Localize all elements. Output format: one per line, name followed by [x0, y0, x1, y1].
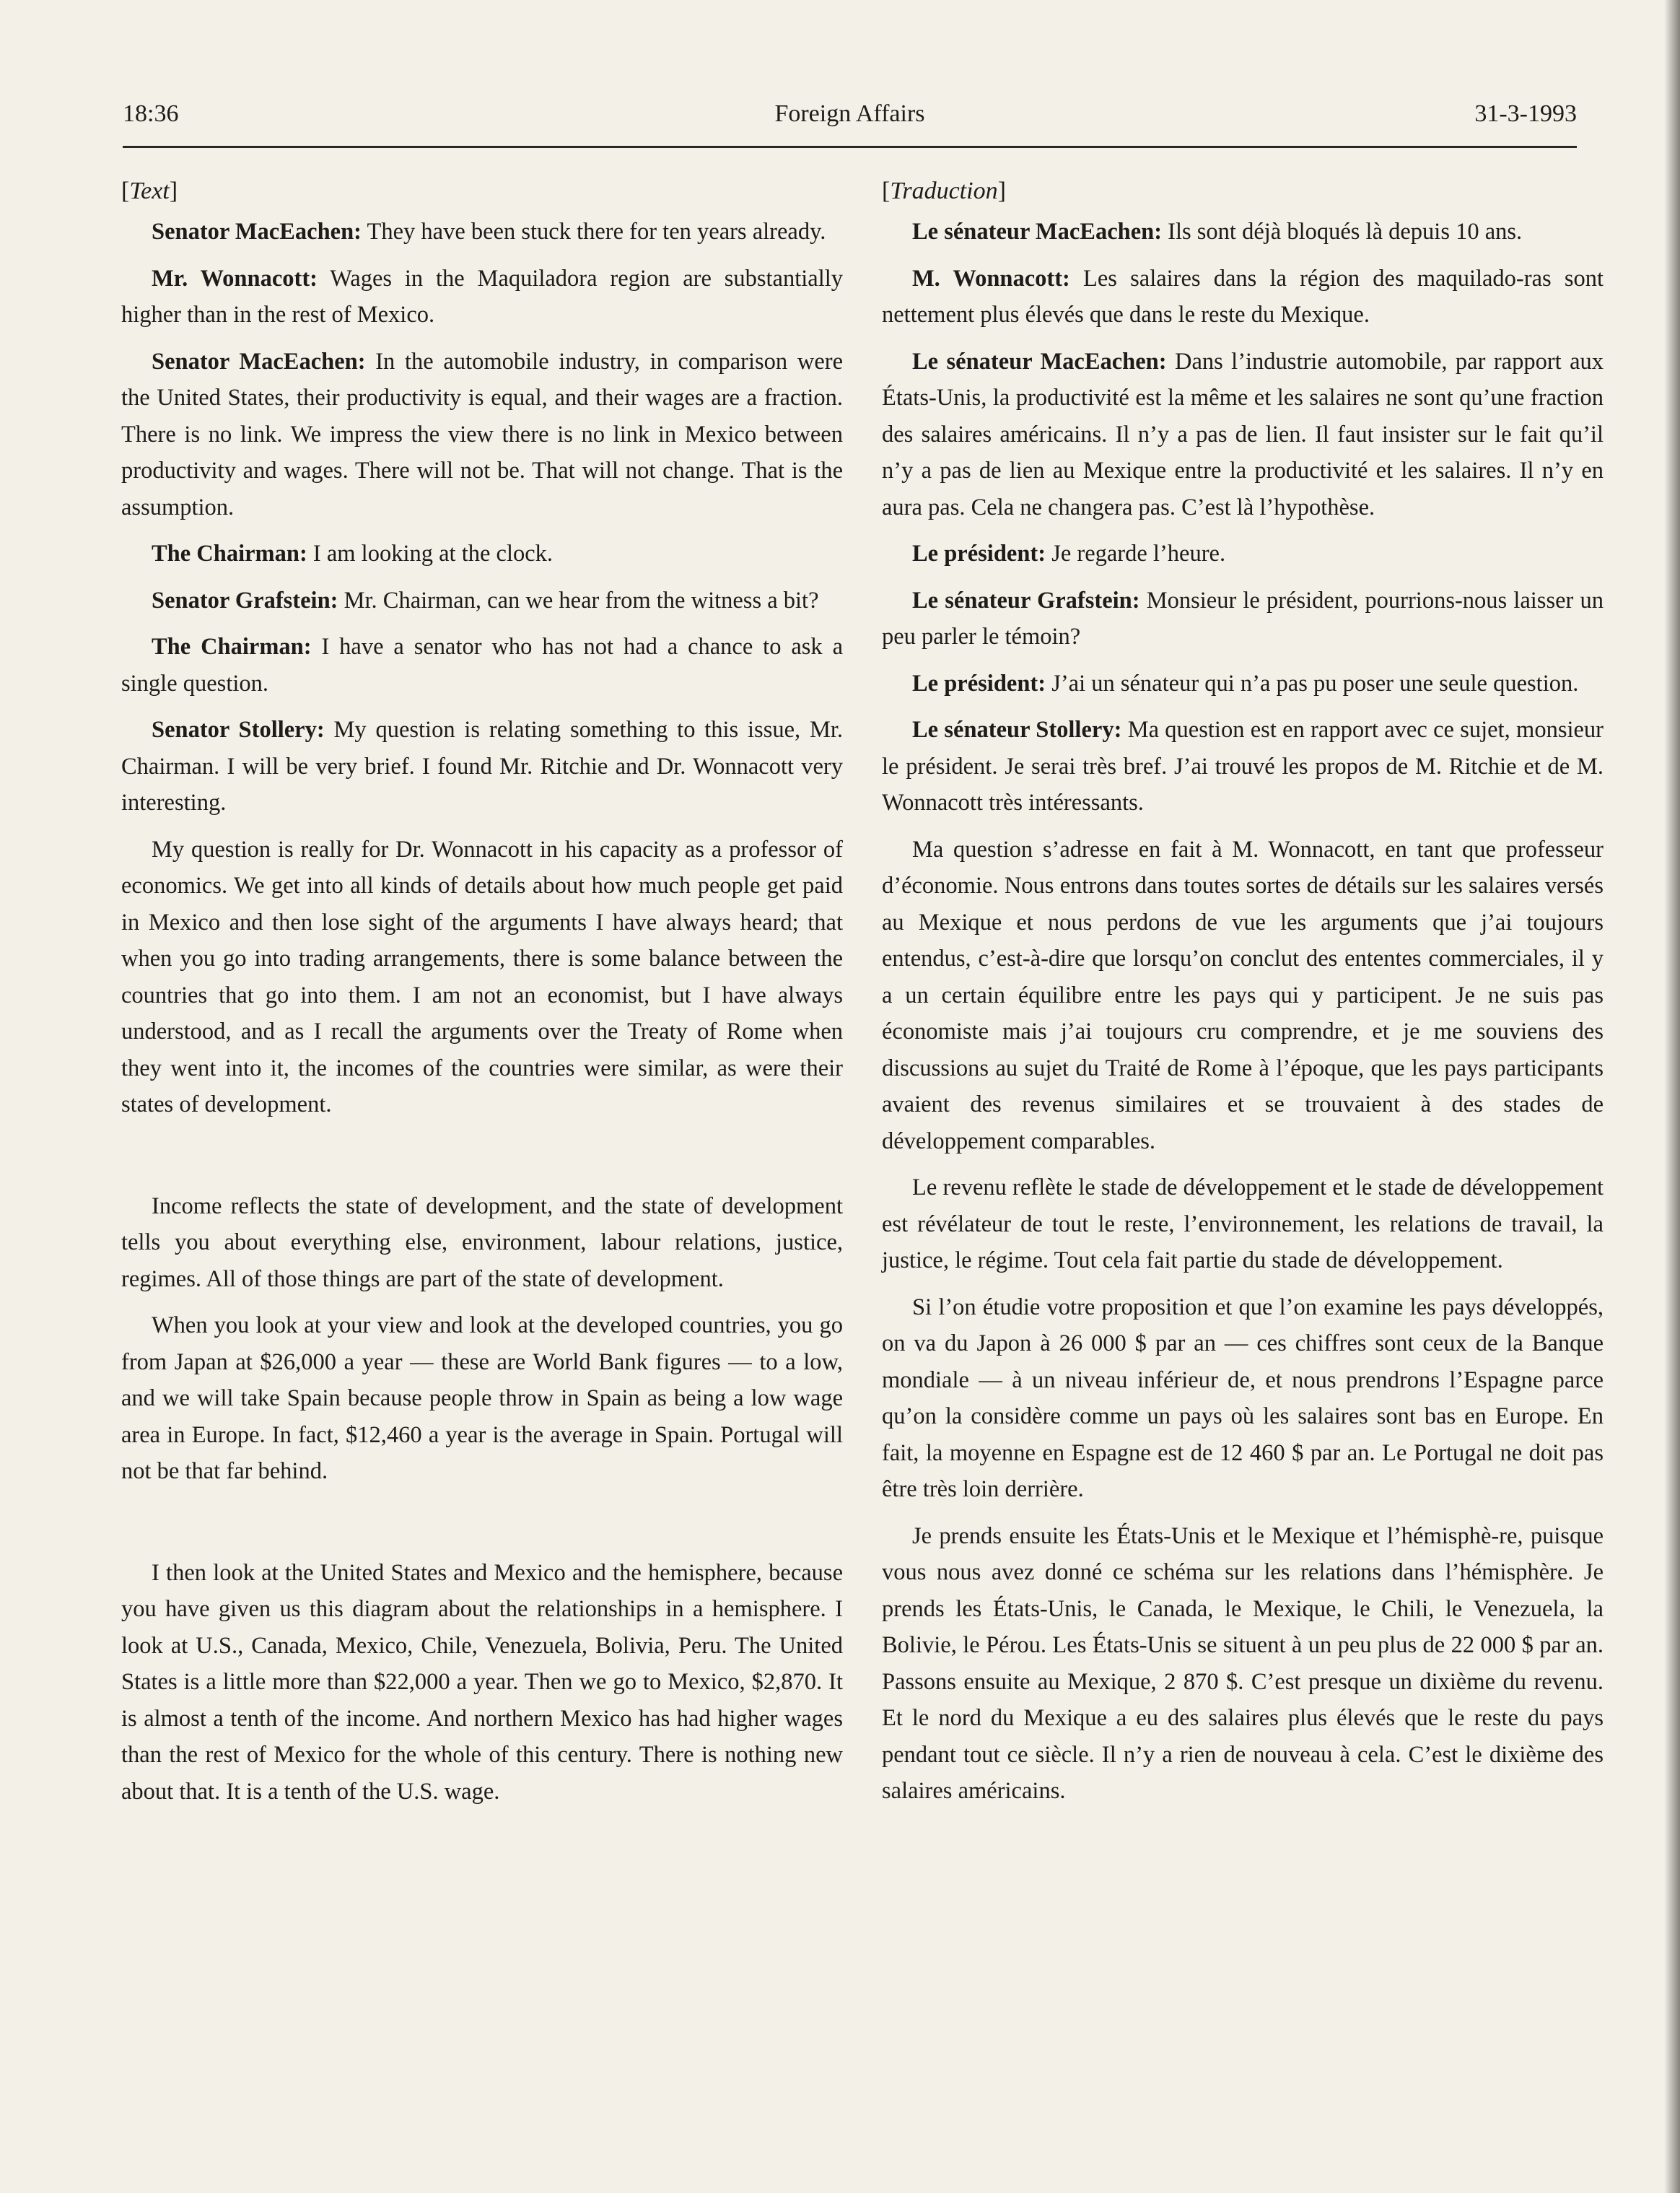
paragraph-text: Ma question est en rapport avec ce sujet, monsieur le président. Je serai très bref. J’ai trouvé les propos de M. Ritchie et de M. Wonnacott très intéressants.: [882, 717, 1604, 816]
speaker-name: Mr. Wonnacott:: [152, 265, 318, 292]
speaker-name: The Chairman:: [152, 541, 307, 567]
paragraph-text: Je regarde l’heure.: [1046, 541, 1226, 567]
paragraph-text: Dans l’industrie automobile, par rapport aux États-Unis, la productivité est la même et les salaires ne sont qu’une fraction des salaires américains. Il n’y a pas de lien. Il faut insister sur le fait qu’il n’y a pas de lien au Mexique entre la productivité et les salaires. Il n’y en aura pas. Cela ne changera pas. C’est là l’hypothèse.: [882, 348, 1604, 520]
speaker-name: Le président:: [912, 670, 1046, 697]
paragraph: [121, 1555, 843, 1810]
english-column: [121, 173, 843, 1820]
paragraph: [121, 1307, 843, 1490]
paragraph-text: I have a senator who has not had a chance to ask a single question.: [121, 634, 843, 697]
paragraph: [121, 261, 843, 333]
paragraph-text: Monsieur le président, pourrions-nous laisser un peu parler le témoin?: [882, 587, 1604, 650]
header-time: 18:36: [123, 100, 179, 127]
paragraph-text: Ma question s’adresse en fait à M. Wonnacott, en tant que professeur d’économie. Nous entrons dans toutes sortes de détails sur les salaires versés au Mexique et nous perdons de vue les arguments que j’ai toujours entendus, c’est-à-dire que lorsqu’on conclut des ententes commerciales, il y a un certain équilibre entre les pays qui y participent. Je ne suis pas économiste mais j’ai toujours cru comprendre, et je me souviens des discussions au sujet du Traité de Rome à l’époque, que les pays participants avaient des revenus similaires et se trouvaient à des stades de développement comparables.: [882, 836, 1604, 1154]
speaker-name: Senator MacEachen:: [152, 219, 362, 245]
paragraph: [882, 1289, 1604, 1508]
paragraph: [882, 712, 1604, 821]
speaker-name: Senator Stollery:: [152, 717, 325, 743]
header-date: 31-3-1993: [1474, 100, 1577, 127]
speaker-name: Senator Grafstein:: [152, 587, 338, 614]
speaker-name: The Chairman:: [152, 634, 312, 660]
paragraph: [882, 583, 1604, 655]
header-title: Foreign Affairs: [774, 100, 925, 127]
paragraph: [121, 1188, 843, 1298]
paragraph: [121, 344, 843, 526]
speaker-name: Le sénateur MacEachen:: [912, 348, 1167, 375]
paragraph: [882, 1518, 1604, 1810]
paragraph: [882, 261, 1604, 333]
paragraph: [882, 344, 1604, 526]
paragraph: [121, 214, 843, 250]
speaker-name: Le sénateur Stollery:: [912, 717, 1122, 743]
page-edge-shadow: [1664, 0, 1680, 2193]
paragraph-text: Income reflects the state of development, and the state of development tells you about everything else, environment, labour relations, justice, regimes. All of those things are part of the state of development.: [121, 1193, 843, 1292]
french-column: [882, 173, 1604, 1820]
paragraph: [882, 666, 1604, 702]
paragraph: [121, 832, 843, 1123]
paragraph-text: Le revenu reflète le stade de développement et le stade de développement est révélateur de tout le reste, l’environnement, les relations de travail, la justice, le régime. Tout cela fait partie du stade de développement.: [882, 1174, 1604, 1273]
paragraph: [882, 1169, 1604, 1279]
running-header: [123, 94, 1577, 148]
paragraph-text: Si l’on étudie votre proposition et que l’on examine les pays développés, on va du Japon à 26 000 $ par an — ces chiffres sont ceux de la Banque mondiale — à un niveau inférieur de, et nous prendrons l’Espagne parce qu’on la considère comme un pays où les salaires sont bas en Europe. En fait, la moyenne en Espagne est de 12 460 $ par an. Le Portugal ne doit pas être très loin derrière.: [882, 1294, 1604, 1502]
speaker-name: Le sénateur Grafstein:: [912, 587, 1140, 614]
speaker-name: Le sénateur MacEachen:: [912, 219, 1163, 245]
paragraph-text: When you look at your view and look at the developed countries, you go from Japan at $26,000 a year — these are World Bank figures — to a low, and we will take Spain because people throw in Spain as being a low wage area in Europe. In fact, $12,460 a year is the average in Spain. Portugal will not be that far behind.: [121, 1312, 843, 1484]
paragraph-text: Je prends ensuite les États-Unis et le Mexique et l’hémisphè-re, puisque vous nous avez donné ce schéma sur les relations dans l’hémisphère. Je prends les États-Unis, le Canada, le Mexique, le Chili, le Venezuela, la Bolivie, le Pérou. Les États-Unis se situent à un peu plus de 22 000 $ par an. Passons ensuite au Mexique, 2 870 $. C’est presque un dixième du revenu. Et le nord du Mexique a eu des salaires plus élevés que le reste du pays pendant tout ce siècle. Il n’y a rien de nouveau à cela. C’est le dixième des salaires américains.: [882, 1522, 1604, 1804]
paragraph: [121, 629, 843, 702]
speaker-name: M. Wonnacott:: [912, 265, 1070, 292]
paragraph-text: I then look at the United States and Mexico and the hemisphere, because you have given us this diagram about the relationships in a hemisphere. I look at U.S., Canada, Mexico, Chile, Venezuela, Bolivia, Peru. The United States is a little more than $22,000 a year. Then we go to Mexico, $2,870. It is almost a tenth of the income. And northern Mexico has had higher wages than the rest of Mexico for the whole of this century. There is nothing new about that. It is a tenth of the U.S. wage.: [121, 1559, 843, 1805]
paragraph: [882, 214, 1604, 250]
paragraph: [121, 536, 843, 572]
paragraph-text: I am looking at the clock.: [307, 541, 554, 567]
paragraph: [882, 832, 1604, 1160]
paragraph-text: My question is relating something to this issue, Mr. Chairman. I will be very brief. I found Mr. Ritchie and Dr. Wonnacott very interesting.: [121, 717, 844, 816]
speaker-name: Le président:: [912, 541, 1046, 567]
paragraph-text: J’ai un sénateur qui n’a pas pu poser une seule question.: [1046, 670, 1579, 697]
paragraph: [121, 712, 843, 821]
english-column-label: [Text]: [121, 178, 178, 204]
paragraph-text: Ils sont déjà bloqués là depuis 10 ans.: [1162, 219, 1523, 245]
paragraph-text: Mr. Chairman, can we hear from the witness a bit?: [338, 587, 819, 614]
french-column-label: [Traduction]: [882, 178, 1006, 204]
paragraph-text: My question is really for Dr. Wonnacott in his capacity as a professor of economics. We get into all kinds of details about how much people get paid in Mexico and then lose sight of the arguments I have always heard; that when you go into trading arrangements, there is some balance between the countries that go into them. I am not an economist, but I have always understood, and as I recall the arguments over the Treaty of Rome when they went into it, the incomes of the countries were similar, as were their states of development.: [121, 836, 843, 1117]
paragraph-text: In the automobile industry, in comparison were the United States, their productivity is equal, and their wages are a fraction. There is no link. We impress the view there is no link in Mexico between productivity and wages. There will not be. That will not change. That is the assumption.: [121, 348, 843, 520]
paragraph-text: Les salaires dans la région des maquilado-ras sont nettement plus élevés que dans le reste du Mexique.: [882, 265, 1604, 328]
paragraph-text: Wages in the Maquiladora region are substantially higher than in the rest of Mexico.: [121, 265, 844, 328]
paragraph: [121, 583, 843, 619]
paragraph: [882, 536, 1604, 572]
speaker-name: Senator MacEachen:: [152, 348, 366, 375]
paragraph-text: They have been stuck there for ten years already.: [361, 219, 826, 245]
